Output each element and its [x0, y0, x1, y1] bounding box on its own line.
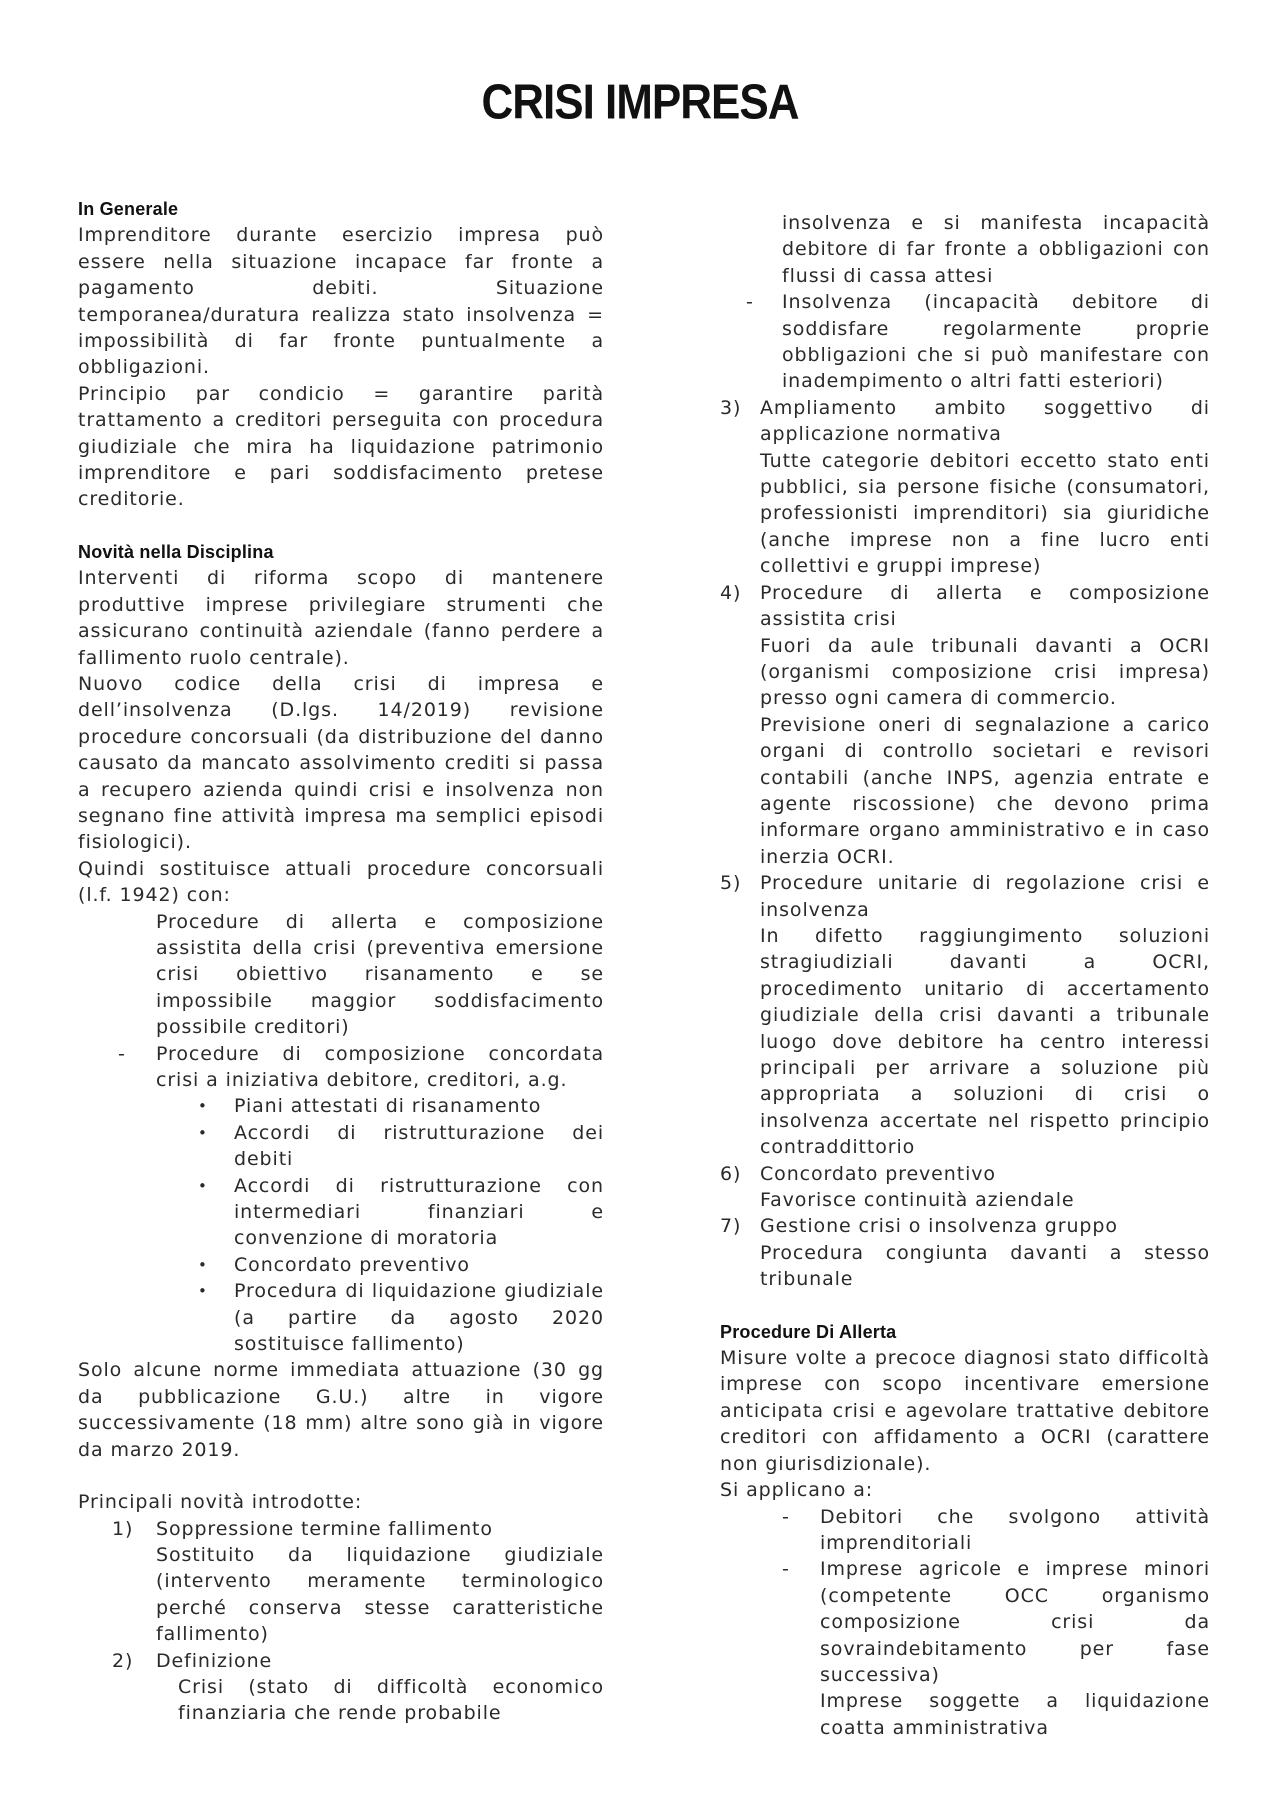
list-item: [746, 289, 1210, 395]
number-marker: 2): [112, 1649, 134, 1672]
numbered-item: [112, 1648, 604, 1727]
numbered-item-title: Procedure unitarie di regolazione crisi e insolvenza: [760, 872, 1210, 921]
numbered-item-title: Ampliamento ambito soggettivo di applicazione normativa: [760, 396, 1210, 446]
heading-in-generale: In Generale: [78, 199, 179, 219]
number-marker: 5): [720, 872, 742, 895]
bullet-icon: •: [198, 1282, 208, 1301]
paragraph: Principio par condicio = garantire parità trattamento a creditori perseguita con procedura giudiziale che mira ha liquidazione patrimonio imprenditore e pari soddisfacimento pretese creditorie.: [78, 382, 604, 511]
paragraph: Imprenditore durante esercizio impresa può essere nella situazione incapace far fronte a pagamento debiti. Situazione temporanea/duratura realizza stato insolvenza = impossibilità di far fronte puntualmente a obbligazioni.: [78, 224, 604, 379]
list-item: [782, 1556, 1210, 1688]
list-item: [782, 1504, 1210, 1557]
paragraph: Interventi di riforma scopo di mantenere produttive imprese privilegiare strumenti che assicurano continuità aziendale (fanno perdere a fallimento ruolo centrale).: [78, 567, 604, 669]
dash-marker: -: [746, 291, 754, 314]
paragraph: Solo alcune norme immediata attuazione (30 gg da pubblicazione G.U.) altre in vigore successivamente (18 mm) altre sono già in vigore da marzo 2019.: [78, 1359, 604, 1461]
numbered-item-title: Soppressione termine fallimento: [156, 1517, 493, 1540]
heading-novita: Novità nella Disciplina: [78, 541, 274, 562]
list-item: [156, 909, 604, 1041]
numbered-item-text: Fuori da aule tribunali davanti a OCRI (organismi composizione crisi impresa) presso ogni camera di commercio.: [760, 634, 1210, 710]
sub-list-item: [198, 1278, 604, 1357]
dash-marker: -: [118, 1042, 126, 1065]
sub-list-item: [198, 1120, 604, 1173]
number-marker: 7): [720, 1215, 742, 1238]
paragraph: Nuovo codice della crisi di impresa e dell’insolvenza (D.lgs. 14/2019) revisione procedure concorsuali (da distribuzione del danno causato da mancato assolvimento crediti si passa a recupero azienda quindi crisi e insolvenza non segnano fine attività impresa ma semplici episodi fisiologici).: [78, 672, 604, 854]
page-title: CRISI IMPRESA: [481, 75, 799, 130]
left-column: [78, 196, 604, 1727]
list-item-text: Imprese agricole e imprese minori (competente OCC organismo composizione crisi da sovraindebitamento per fase successiva): [820, 1558, 1210, 1686]
numbered-item-text: Sostituito da liquidazione giudiziale (intervento meramente terminologico perché conserva stesse caratteristiche fallimento): [156, 1543, 604, 1646]
number-marker: 4): [720, 581, 742, 604]
paragraph: Si applicano a:: [720, 1479, 874, 1502]
bullet-icon: •: [198, 1123, 208, 1142]
sub-list-item: [198, 1252, 604, 1278]
list-item-text: Insolvenza (incapacità debitore di soddisfare regolarmente proprie obbligazioni che si può manifestare con inadempimento o altri fatti esteriori): [782, 291, 1210, 393]
list-item-text: Procedure di allerta e composizione assistita della crisi (preventiva emersione crisi obiettivo risanamento e se impossibile maggior soddisfacimento possibile creditori): [156, 910, 604, 1039]
numbered-item-title: Gestione crisi o insolvenza gruppo: [760, 1215, 1118, 1238]
numbered-item: [720, 395, 1210, 580]
sub-list-text: Accordi di ristrutturazione con intermediari finanziari e convenzione di moratoria: [234, 1174, 604, 1250]
bullet-icon: •: [198, 1097, 208, 1116]
numbered-item-text: Crisi (stato di difficoltà economico finanziaria che rende probabile: [178, 1675, 604, 1725]
sub-list-text: Piani attestati di risanamento: [234, 1095, 542, 1118]
number-marker: 3): [720, 396, 742, 419]
sub-list-item: [198, 1093, 604, 1119]
dash-marker: -: [782, 1505, 790, 1528]
numbered-item-text: Previsione oneri di segnalazione a carico organi di controllo societari e revisori contabili (anche INPS, agenzia entrate e agente riscossione) che devono prima informare organo amministrativo e in caso inerzia OCRI.: [760, 713, 1210, 868]
list-item-text: Debitori che svolgono attività imprenditoriali: [820, 1505, 1210, 1554]
numbered-item-text: Tutte categorie debitori eccetto stato enti pubblici, sia persone fisiche (consumatori, professionisti imprenditori) sia giuridiche (anche imprese non a fine lucro enti collettivi e gruppi imprese): [760, 449, 1210, 578]
sub-list-text: Procedura di liquidazione giudiziale (a partire da agosto 2020 sostituisce fallimento): [234, 1280, 604, 1356]
paragraph: Quindi sostituisce attuali procedure concorsuali (l.f. 1942) con:: [78, 857, 604, 907]
sub-list-text: Concordato preventivo: [234, 1253, 470, 1276]
numbered-item-title: Procedure di allerta e composizione assistita crisi: [760, 581, 1210, 631]
numbered-item: [720, 580, 1210, 870]
numbered-item: [720, 1161, 1210, 1214]
list-item: [118, 1041, 604, 1094]
numbered-item-text: In difetto raggiungimento soluzioni stragiudiziali davanti a OCRI, procedimento unitario di accertamento giudiziale della crisi davanti a tribunale luogo dove debitore ha centro interessi principali per arrivare a soluzione più appropriata a soluzioni di crisi o insolvenza accertate nel rispetto principio contraddittorio: [760, 924, 1210, 1159]
bullet-icon: •: [198, 1255, 208, 1274]
list-item-text: Procedure di composizione concordata crisi a iniziativa debitore, creditori, a.g.: [156, 1042, 604, 1091]
paragraph: Misure volte a precoce diagnosi stato difficoltà imprese con scopo incentivare emersione anticipata crisi e agevolare trattative debitore creditori con affidamento a OCRI (carattere non giurisdizionale).: [720, 1347, 1210, 1475]
list-item-continuation: Imprese soggette a liquidazione coatta amministrativa: [820, 1690, 1210, 1739]
numbered-item: [720, 1213, 1210, 1292]
sub-list-item: [198, 1173, 604, 1252]
continued-text: insolvenza e si manifesta incapacità debitore di far fronte a obbligazioni con flussi di cassa attesi: [782, 212, 1210, 287]
dash-marker: -: [782, 1558, 790, 1581]
numbered-item-text: Procedura congiunta davanti a stesso tribunale: [760, 1241, 1210, 1291]
numbered-item-title: Concordato preventivo: [760, 1162, 996, 1185]
number-marker: 1): [112, 1517, 134, 1540]
paragraph: Principali novità introdotte:: [78, 1491, 363, 1514]
heading-procedure-allerta: Procedure Di Allerta: [720, 1321, 897, 1342]
bullet-icon: •: [198, 1176, 208, 1195]
sub-list-text: Accordi di ristrutturazione dei debiti: [234, 1121, 604, 1171]
numbered-item-title: Definizione: [156, 1649, 273, 1672]
numbered-item: [112, 1516, 604, 1648]
number-marker: 6): [720, 1162, 742, 1185]
numbered-item: [720, 870, 1210, 1160]
numbered-item-text: Favorisce continuità aziendale: [760, 1189, 1075, 1212]
right-column: [720, 210, 1210, 1741]
